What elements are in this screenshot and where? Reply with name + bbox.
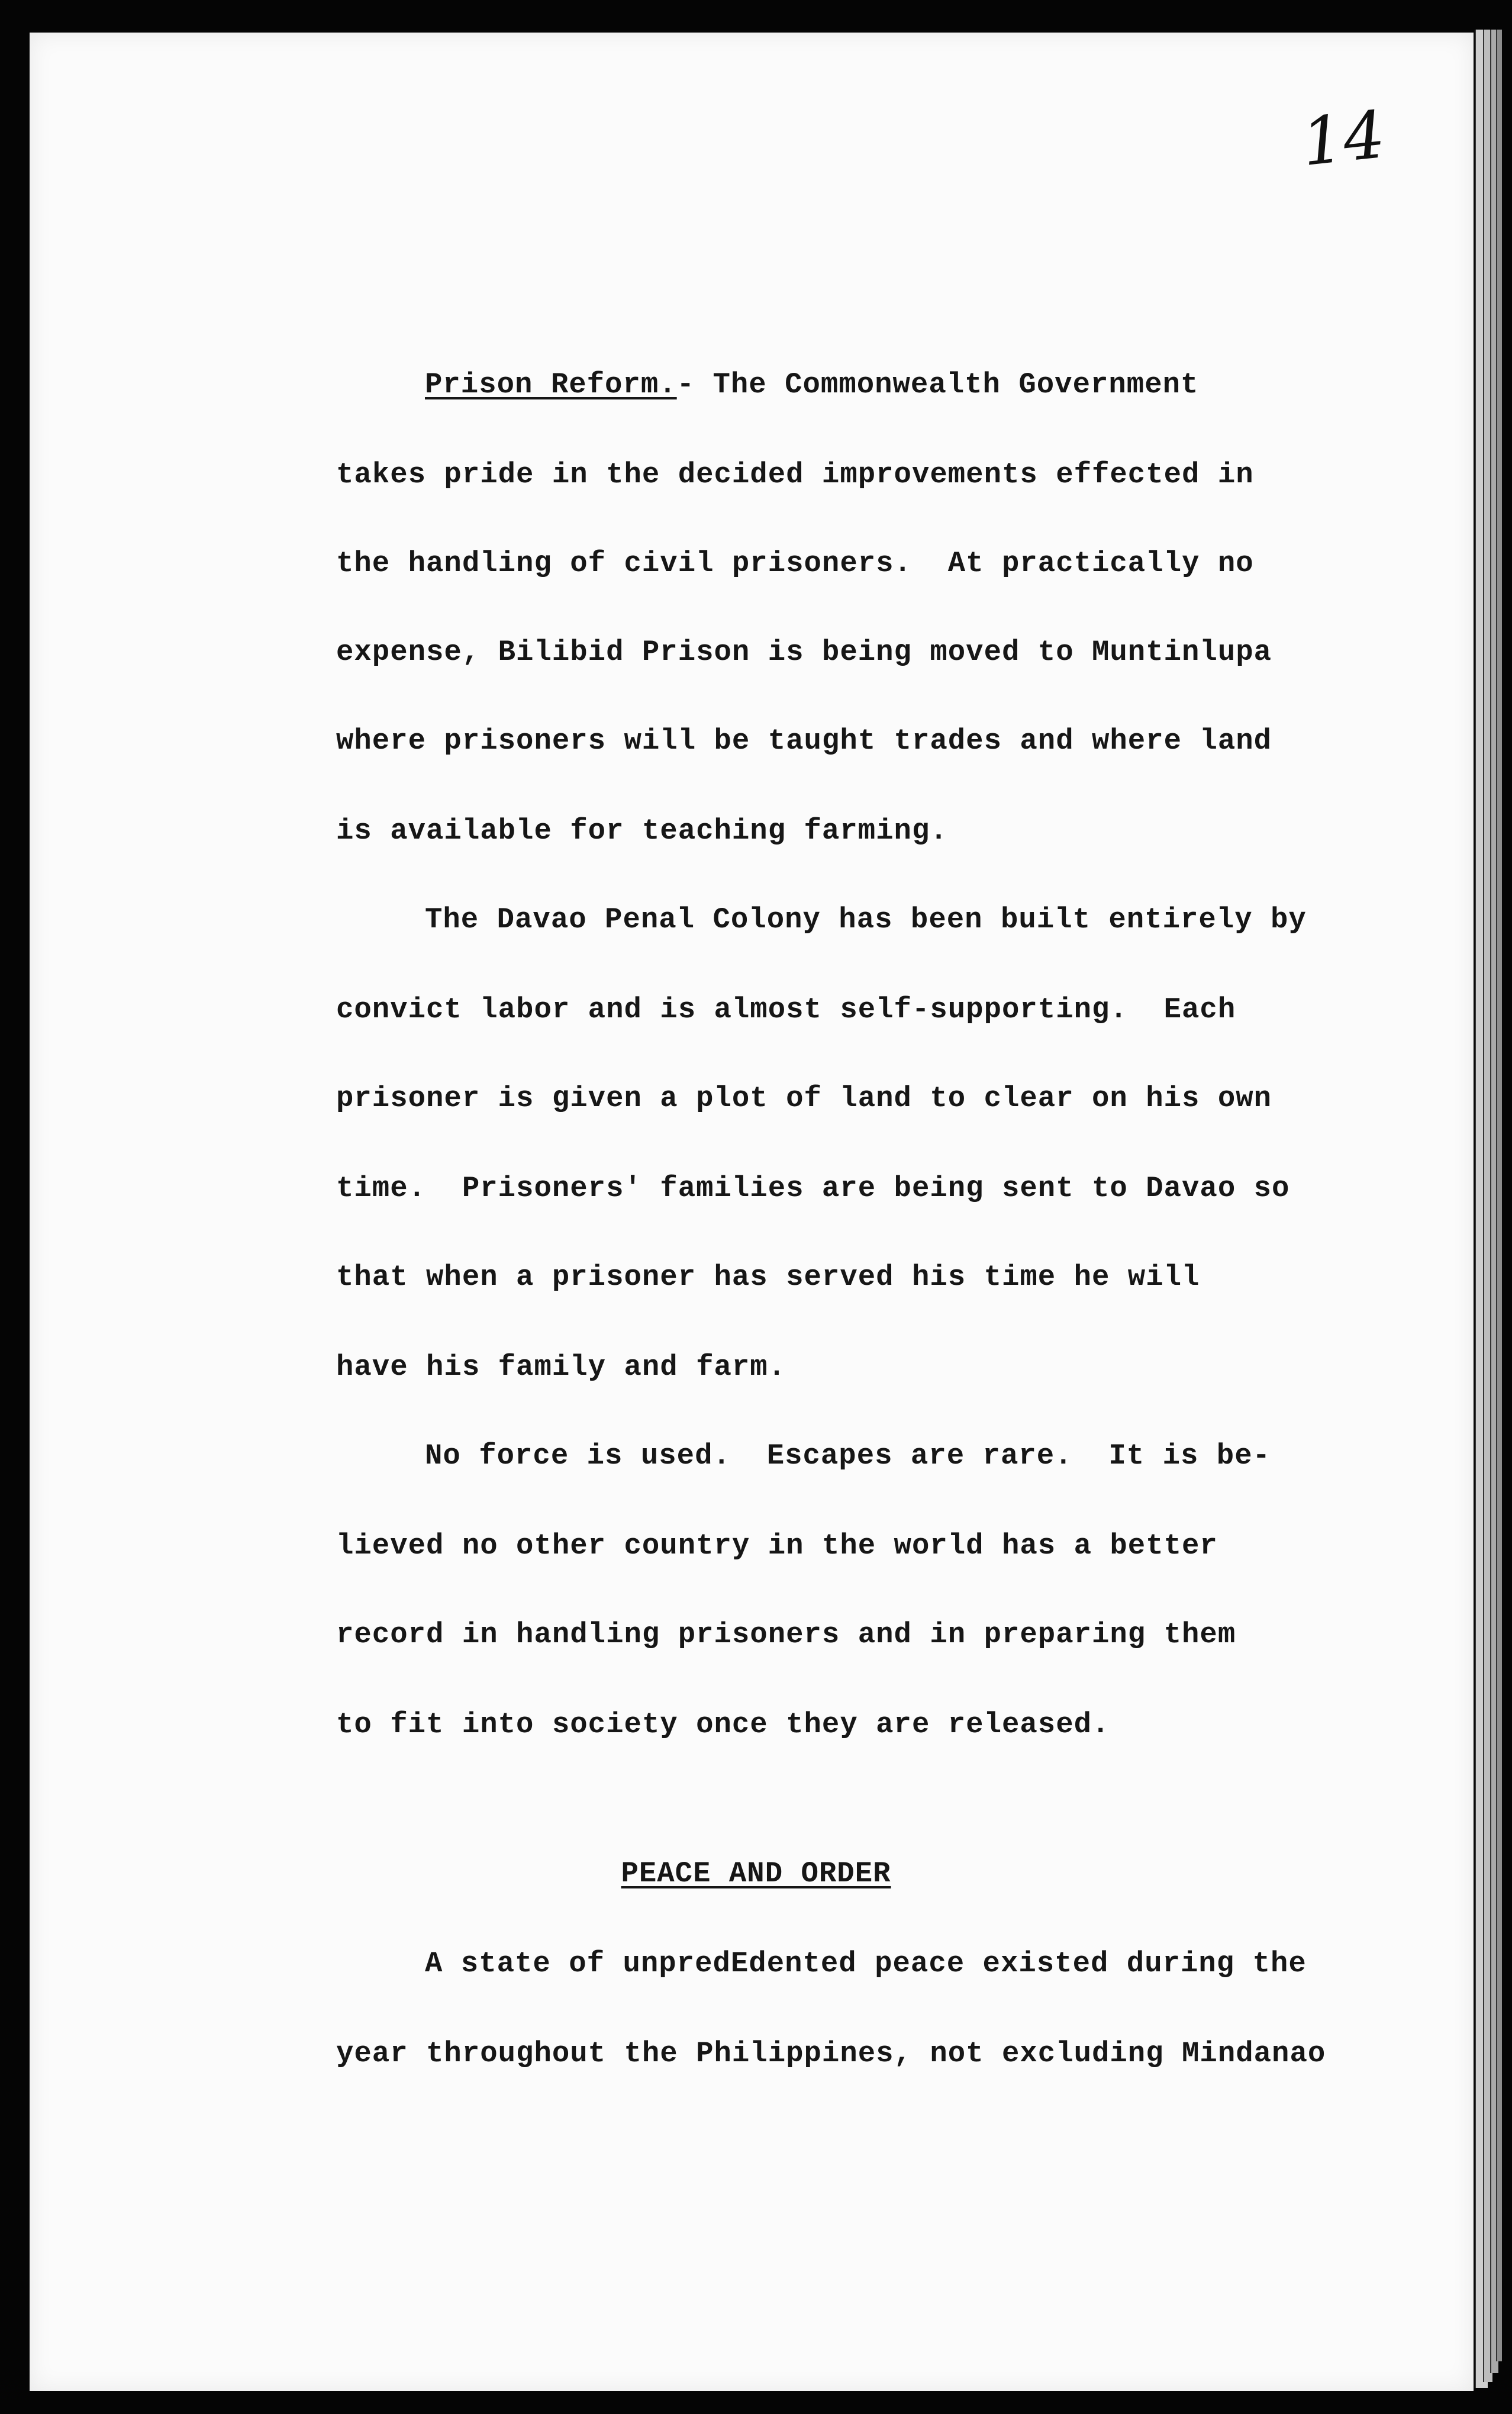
text-line: expense, Bilibid Prison is being moved to Muntinlupa xyxy=(336,636,1272,669)
page-number: 14 xyxy=(1298,96,1389,181)
text-line: have his family and farm. xyxy=(336,1351,786,1384)
text-line: is available for teaching farming. xyxy=(336,814,948,847)
paragraph-first-line: A state of unpredEdented peace existed during the xyxy=(425,1947,1307,1980)
section-title xyxy=(0,1857,1512,1890)
section-title-text: PEACE AND ORDER xyxy=(621,1857,891,1890)
text-line: prisoner is given a plot of land to clear on his own xyxy=(336,1082,1272,1115)
page-edge xyxy=(1496,30,1502,2361)
text-line: year throughout the Philippines, not excluding Mindanao xyxy=(336,2037,1326,2070)
paragraph-first-line: No force is used. Escapes are rare. It is be- xyxy=(425,1439,1271,1472)
text-line: the handling of civil prisoners. At practically no xyxy=(336,547,1254,580)
text-line: time. Prisoners' families are being sent to Davao so xyxy=(336,1172,1290,1205)
heading-continuation: - The Commonwealth Government xyxy=(676,368,1199,401)
text-line: to fit into society once they are released. xyxy=(336,1708,1110,1741)
paragraph-first-line xyxy=(425,368,1198,401)
text-line: lieved no other country in the world has a better xyxy=(336,1529,1218,1562)
text-line: takes pride in the decided improvements effected in xyxy=(336,458,1254,491)
text-line: record in handling prisoners and in preparing them xyxy=(336,1618,1236,1651)
text-line: convict labor and is almost self-supporting. Each xyxy=(336,993,1236,1026)
text-line: where prisoners will be taught trades and where land xyxy=(336,724,1272,758)
paragraph-first-line: The Davao Penal Colony has been built entirely by xyxy=(425,903,1307,936)
section-heading: Prison Reform. xyxy=(425,368,677,401)
text-line: that when a prisoner has served his time he will xyxy=(336,1261,1200,1294)
